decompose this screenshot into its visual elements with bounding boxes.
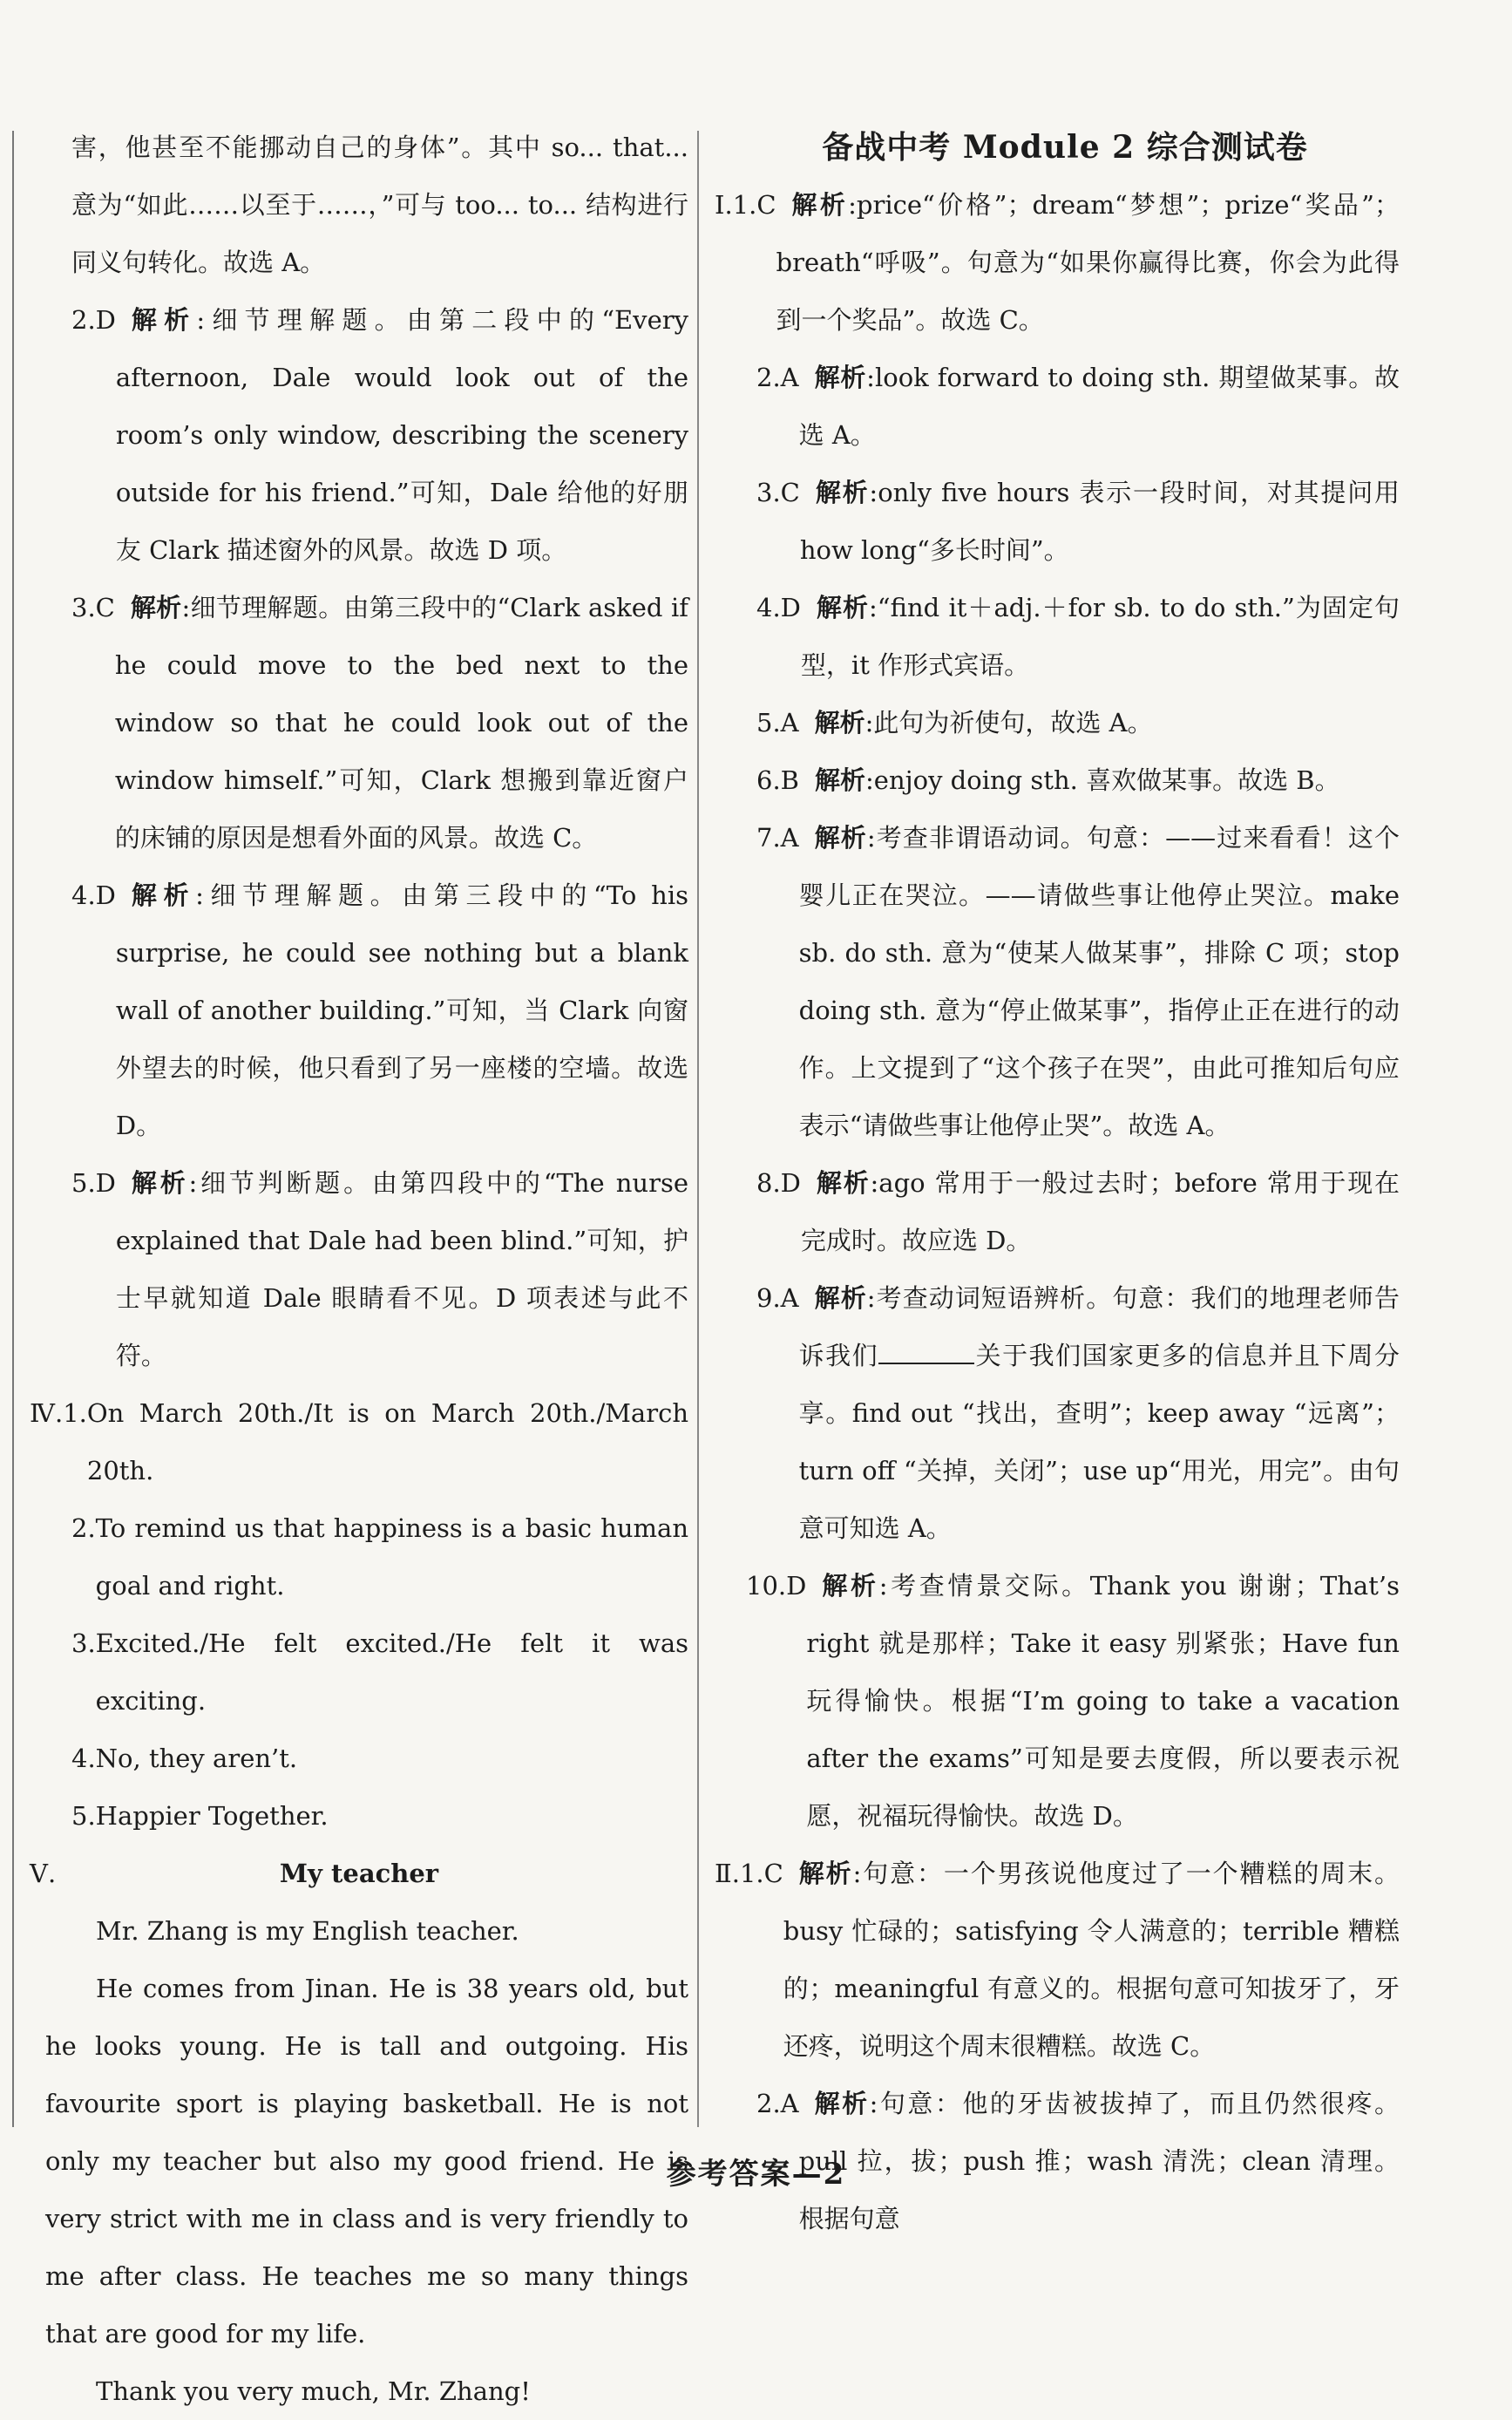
answer-body: 解析:句意：他的牙齿被拔掉了，而且仍然很疼。pull 拉，拔；push 推；wash 清洗；clean 清理。根据句意 [798,2089,1400,2233]
answer-body: 解析:考查动词短语辨析。句意：我们的地理老师告诉我们 关于我们国家更多的信息并且下周分享。find out “找出，查明”；keep away “远离”；turn off “关掉，关闭”；use up“用光，用完”。由句意可知选 A。 [798,1283,1400,1543]
right-2-answer-1 [715,1845,1400,2075]
right-column [715,119,1400,2247]
answer-number: 9.A [756,1283,799,1313]
answer-body: 解析:only five hours 表示一段时间，对其提问用 how long“多长时间”。 [799,478,1400,565]
answer-number: 5.D [71,1168,116,1198]
analysis-label: 解析 [131,1168,189,1198]
answer-body: 解析:细节判断题。由第四段中的“The nurse explained that Dale had been blind.”可知，护士早就知道 Dale 眼睛看不见。D 项表述与此不符。 [115,1168,688,1370]
section-4-item-5 [45,1787,688,1845]
right-1-answer-10 [730,1557,1400,1845]
section-title: 备战中考 Module 2 综合测试卷 [822,129,1308,166]
answer-body: 解析:考查非谓语动词。句意：——过来看看！这个婴儿正在哭泣。——请做些事让他停止哭泣。make sb. do sth. 意为“使某人做某事”，排除 C 项；stop doing sth. 意为“停止做某事”，指停止正在进行的动作。上文提到了“这个孩子在哭”，由此可推知后句应表示“请做些事让他停止哭”。故选 A。 [798,823,1400,1140]
essay-title: My teacher [279,1859,439,1888]
answer-body: 解析:“find it＋adj.＋for sb. to do sth.”为固定句型，it 作形式宾语。 [800,593,1400,680]
answer-number: 2.A [756,2089,799,2118]
answer-blank [878,1342,974,1364]
answer-text: look forward to doing sth. 期望做某事。故选 A。 [798,363,1400,450]
answer-number: 1.C [739,1859,783,1888]
analysis-label: 解析 [814,363,867,392]
answer-text: 考查情景交际。Thank you 谢谢；That’s right 就是那样；Take it easy 别紧张；Have fun 玩得愉快。根据“I’m going to take a vacation after the exams”可知是要去度假，所以要表示祝愿，祝福玩得愉快。故选 D。 [806,1571,1400,1831]
section-4-item-1 [30,1384,688,1499]
answer-text: price“价格”；dream“梦想”；prize“奖品”；breath“呼吸”。句意为“如果你赢得比赛，你会为此得到一个奖品”。故选 C。 [776,190,1400,335]
analysis-label: 解析 [131,880,196,910]
right-1-answer-3 [730,464,1400,579]
answer-text: 关于我们国家更多的信息并且下周分享。find out “找出，查明”；keep away “远离”；turn off “关掉，关闭”；use up“用光，用完”。由句意可知选 A。 [798,1341,1400,1543]
answer-text: On March 20th./It is on March 20th./March 20th. [86,1398,688,1485]
answer-text: Excited./He felt excited./He felt it was exciting. [95,1628,688,1716]
answer-number: 5.A [756,708,799,738]
analysis-label: 解析 [798,1859,853,1888]
analysis-label: 解析 [815,478,870,507]
analysis-label: 解析 [814,765,865,795]
answer-number: 1. [63,1398,87,1428]
right-1-answer-5 [730,694,1400,751]
answer-text: 考查动词短语辨析。句意：我们的地理老师告诉我们 [798,1283,1400,1370]
continued-answer: 害，他甚至不能挪动自己的身体”。其中 so... that... 意为“如此……以至于……，”可与 too... to... 结构进行同义句转化。故选 A。 [71,133,688,277]
right-1-answer-4 [730,579,1400,694]
answer-number: 5. [71,1801,96,1831]
answer-text: 句意：他的牙齿被拔掉了，而且仍然很疼。pull 拉，拔；push 推；wash 清洗；clean 清理。根据句意 [798,2089,1400,2233]
answer-number: 2.D [71,305,116,335]
analysis-label: 解析 [814,708,865,738]
answer-body: 解析:ago 常用于一般过去时；before 常用于现在完成时。故应选 D。 [800,1168,1400,1255]
analysis-label: 解析 [814,1283,867,1313]
right-1-answer-2 [730,349,1400,464]
answer-number: 2.A [756,363,799,392]
left-answer-4 [45,867,688,1154]
analysis-label: 解析 [822,1571,879,1601]
answer-body: 解析:细节理解题。由第三段中的“To his surprise, he could see nothing but a blank wall of another building.”可知，当 Clark 向窗外望去的时候，他只看到了另一座楼的空墙。故选 D。 [115,880,688,1140]
left-answer-2 [45,291,688,579]
answer-text: 细节理解题。由第三段中的“To his surprise, he could see nothing but a blank wall of another building.”可知，当 Clark 向窗外望去的时候，他只看到了另一座楼的空墙。故选 D。 [115,880,688,1140]
answer-number: 3.C [756,478,800,507]
right-1-answer-6 [730,751,1400,809]
answer-number: 6.B [756,765,799,795]
right-1-answer-9 [730,1269,1400,1557]
answer-number: 10.D [746,1571,807,1601]
answer-body: 解析:考查情景交际。Thank you 谢谢；That’s right 就是那样；Take it easy 别紧张；Have fun 玩得愉快。根据“I’m going to take a vacation after the exams”可知是要去度假，所以要表示祝愿，祝福玩得愉快。故选 D。 [806,1571,1400,1831]
answer-number: 4. [71,1744,96,1773]
section-4-item-4 [45,1730,688,1787]
answer-number: 4.D [756,593,801,622]
answer-body: 解析:此句为祈使句，故选 A。 [814,708,1153,738]
answer-body: 解析:细节理解题。由第二段中的“Every afternoon, Dale would look out of the room’s only window, describing the scenery outside for his friend.”可知，Dale 给他的好朋友 Clark 描述窗外的风景。故选 D 项。 [115,305,688,565]
answer-text: only five hours 表示一段时间，对其提问用 how long“多长时间”。 [799,478,1400,565]
answer-number: 1.C [732,190,776,220]
answer-number: 3. [71,1628,96,1658]
right-1-answer-7 [730,809,1400,1154]
answer-text: 句意：一个男孩说他度过了一个糟糕的周末。busy 忙碌的；satisfying 令人满意的；terrible 糟糕的；meaningful 有意义的。根据句意可知拔牙了，牙还疼，说明这个周末很糟糕。故选 C。 [783,1859,1400,2061]
left-answer-3 [45,579,688,867]
analysis-label: 解析 [131,305,197,335]
analysis-label: 解析 [814,823,867,853]
section-4-item-3 [45,1614,688,1730]
answer-text: ago 常用于一般过去时；before 常用于现在完成时。故应选 D。 [800,1168,1400,1255]
answer-number: 8.D [756,1168,801,1198]
section-roman: Ⅰ. [715,190,733,220]
left-margin-rule [12,131,14,2127]
essay-paragraph: Mr. Zhang is my English teacher. [96,1916,519,1946]
section-roman: Ⅳ. [30,1398,64,1428]
section-5-heading [30,1845,688,1902]
answer-text: 此句为祈使句，故选 A。 [873,708,1153,738]
analysis-label: 解析 [816,1168,871,1198]
answer-body: 解析:price“价格”；dream“梦想”；prize“奖品”；breath“呼吸”。句意为“如果你赢得比赛，你会为此得到一个奖品”。故选 C。 [776,190,1400,335]
answer-text: 考查非谓语动词。句意：——过来看看！这个婴儿正在哭泣。——请做些事让他停止哭泣。make sb. do sth. 意为“使某人做某事”，排除 C 项；stop doing sth. 意为“停止做某事”，指停止正在进行的动作。上文提到了“这个孩子在哭”，由此可推知后句应表示“请做些事让他停止哭”。故选 A。 [798,823,1400,1140]
answer-text: To remind us that happiness is a basic human goal and right. [95,1513,688,1601]
answer-number: 3.C [71,593,115,622]
answer-number: 2. [71,1513,96,1543]
right-1-answer-8 [730,1154,1400,1269]
section-4-item-2 [45,1499,688,1614]
answer-text: 细节理解题。由第二段中的“Every afternoon, Dale would look out of the room’s only window, describing the scenery outside for his friend.”可知，Dale 给他的好朋友 Clark 描述窗外的风景。故选 D 项。 [115,305,688,565]
answer-body: 解析:enjoy doing sth. 喜欢做某事。故选 B。 [814,765,1340,795]
answer-text: No, they aren’t. [95,1744,298,1773]
analysis-label: 解析 [816,593,870,622]
answer-text: 细节理解题。由第三段中的“Clark asked if he could move to the bed next to the window so that he could look out of the window himself.”可知，Clark 想搬到靠近窗户的床铺的原因是想看外面的风景。故选 C。 [114,593,688,853]
essay-paragraph: Thank you very much, Mr. Zhang! [96,2376,531,2406]
section-roman: Ⅱ. [715,1859,740,1888]
section-roman: Ⅴ. [30,1859,57,1888]
column-divider [697,131,699,2127]
analysis-label: 解析 [130,593,182,622]
essay-paragraph: He comes from Jinan. He is 38 years old, but he looks young. He is tall and outgoing. His favourite sport is playing basketball. He is not only my teacher but also my good friend. He is very strict with me in class and is very friendly to me after class. He teaches me so many things that are good for my life. [45,1974,688,2349]
answer-body: 解析:细节理解题。由第三段中的“Clark asked if he could move to the bed next to the window so that he could look out of the window himself.”可知，Clark 想搬到靠近窗户的床铺的原因是想看外面的风景。故选 C。 [114,593,688,853]
page-footer: 参考答案—2 [666,2157,846,2192]
answer-number: 4.D [71,880,116,910]
analysis-label: 解析 [814,2089,870,2118]
answer-number: 7.A [756,823,799,853]
answer-text: 细节判断题。由第四段中的“The nurse explained that Dale had been blind.”可知，护士早就知道 Dale 眼睛看不见。D 项表述与此不符。 [115,1168,688,1370]
answer-body: 解析:句意：一个男孩说他度过了一个糟糕的周末。busy 忙碌的；satisfying 令人满意的；terrible 糟糕的；meaningful 有意义的。根据句意可知拔牙了，牙还疼，说明这个周末很糟糕。故选 C。 [783,1859,1400,2061]
left-answer-5 [45,1154,688,1384]
answer-text: enjoy doing sth. 喜欢做某事。故选 B。 [873,765,1340,795]
answer-body: 解析:look forward to doing sth. 期望做某事。故选 A。 [798,363,1400,450]
left-column [30,119,688,2420]
right-1-answer-1 [715,176,1400,349]
analysis-label: 解析 [791,190,849,220]
answer-text: “find it＋adj.＋for sb. to do sth.”为固定句型，it 作形式宾语。 [800,593,1400,680]
answer-text: Happier Together. [95,1801,329,1831]
